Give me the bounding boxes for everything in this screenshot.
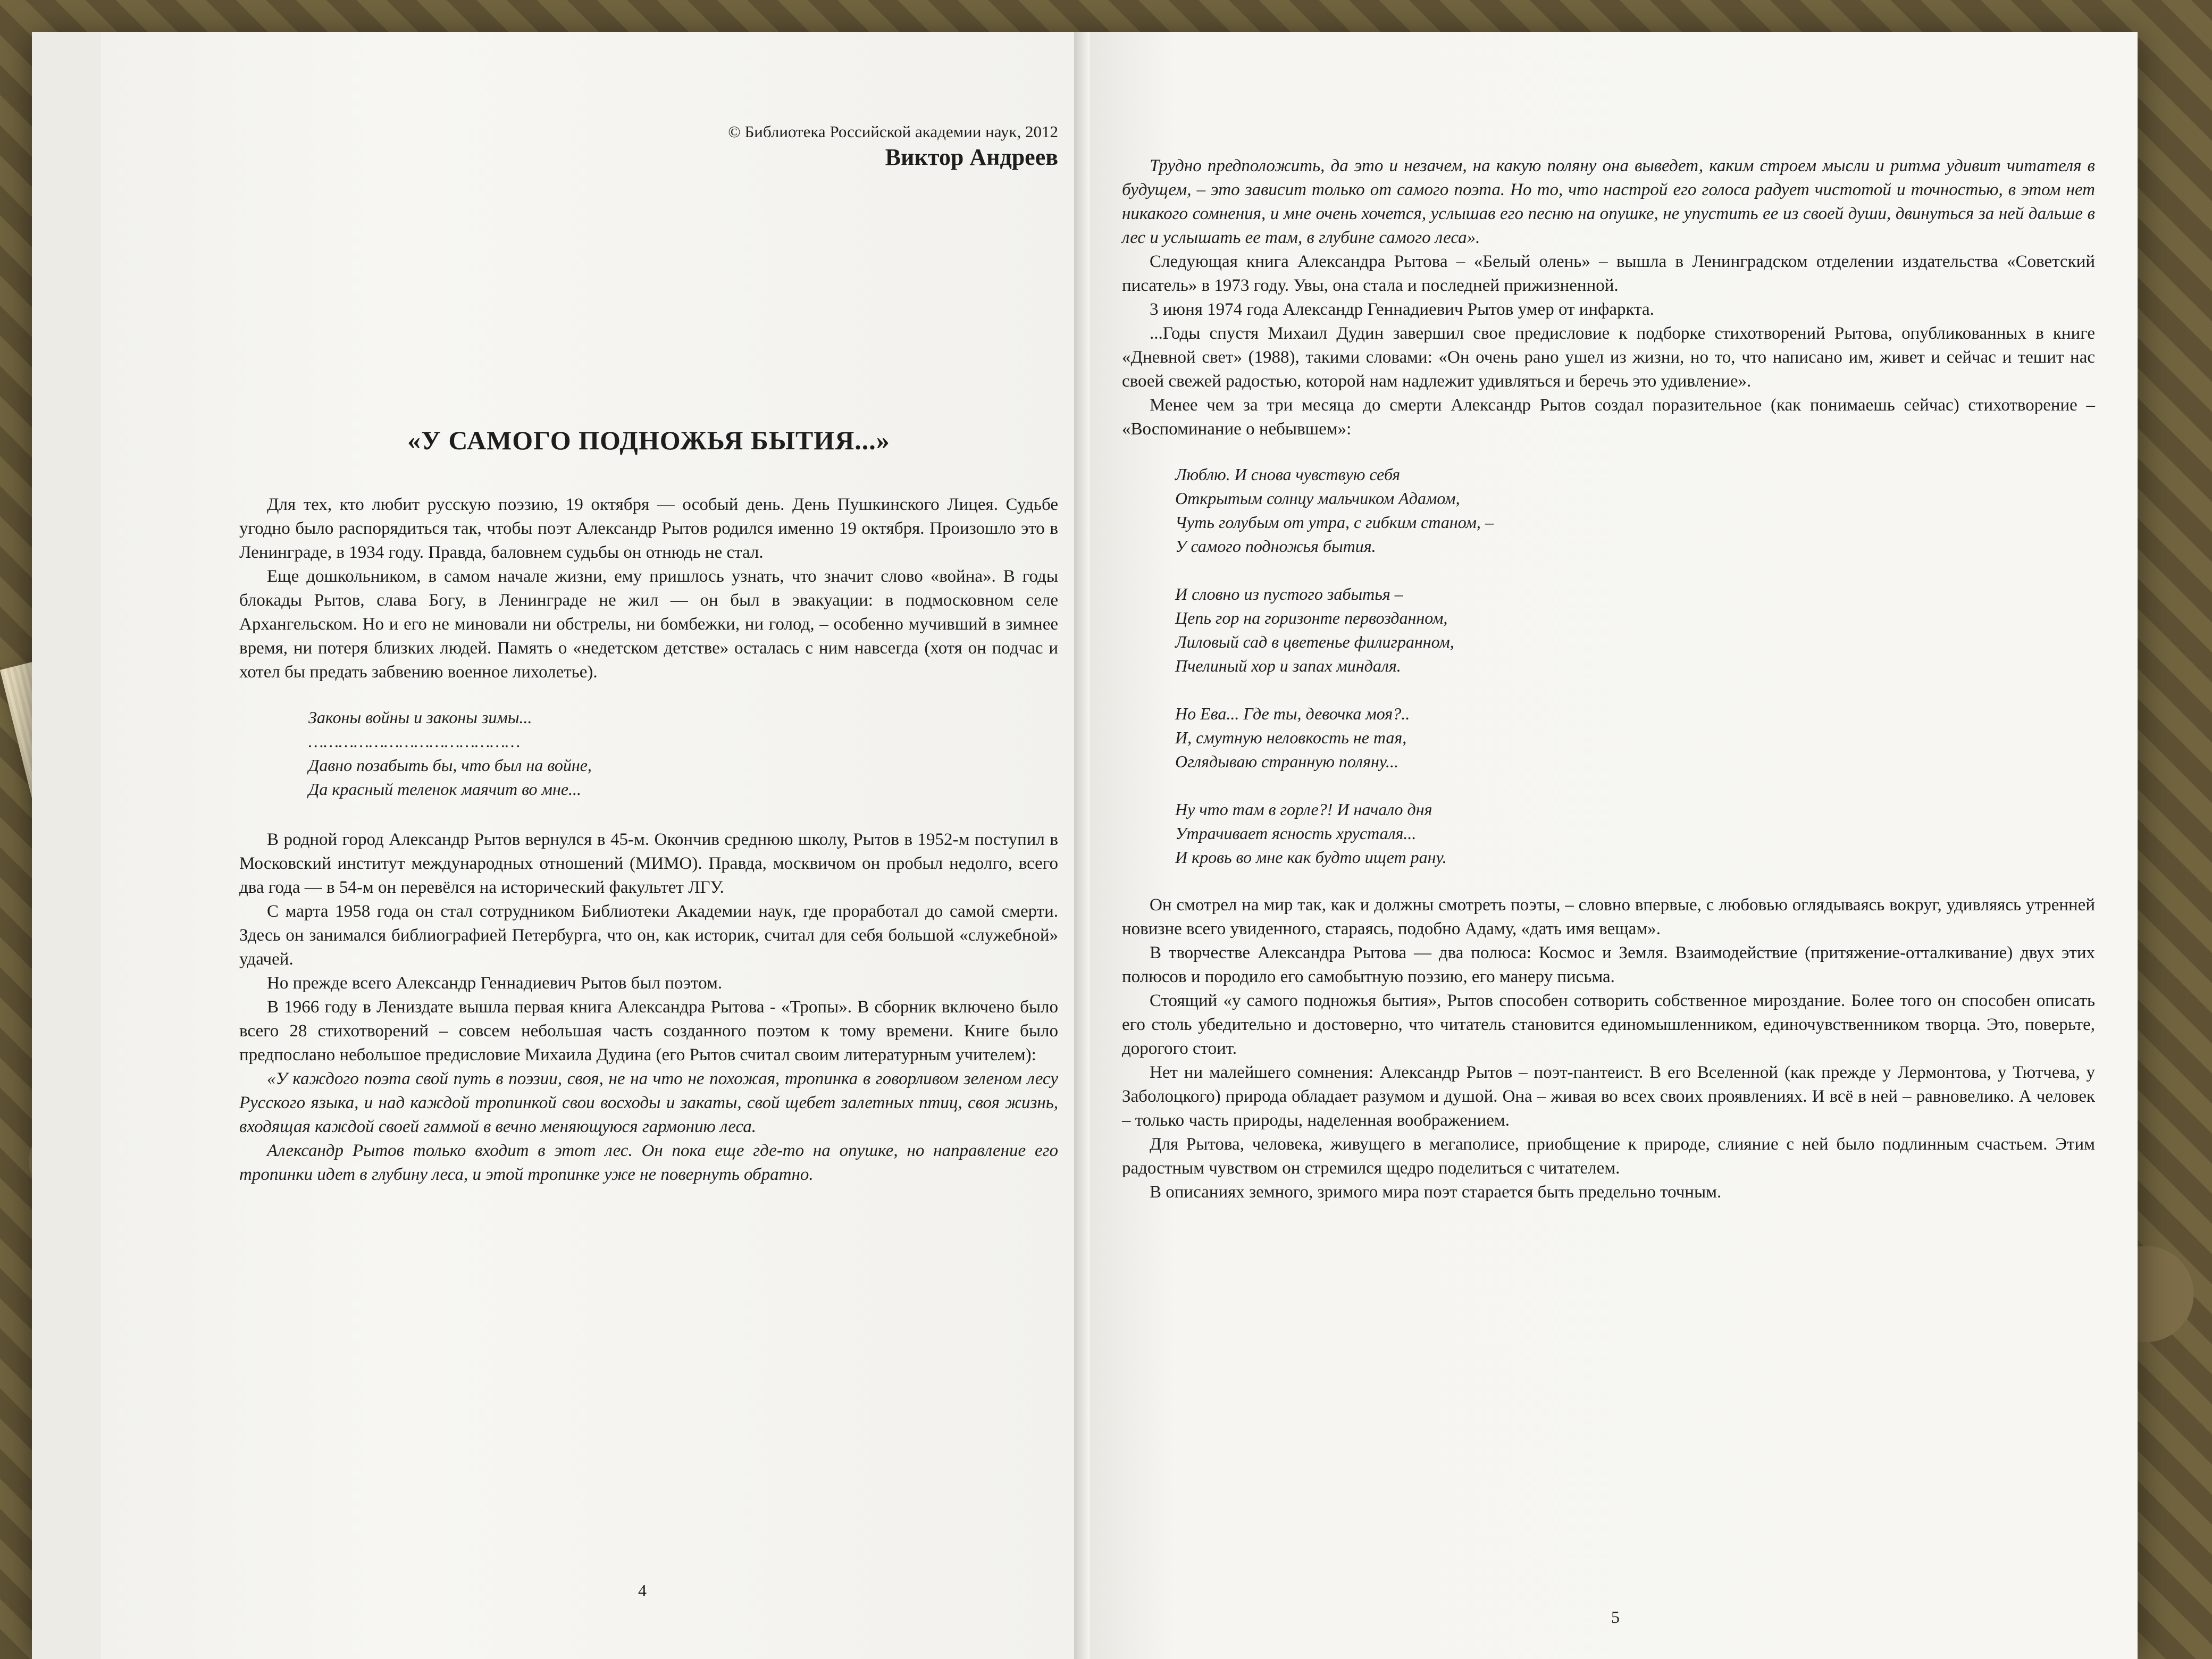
- page-header: [239, 122, 1058, 171]
- poem-line: И кровь во мне как будто ищет рану.: [1175, 848, 1447, 867]
- poem-stanza: [1175, 702, 2095, 774]
- paragraph: В описаниях земного, зримого мира поэт старается быть предельно точным.: [1150, 1183, 1722, 1202]
- paragraph: Еще дошкольником, в самом начале жизни, ему пришлось узнать, что значит слово «война». В годы блокады Рытов, слава Богу, в Ленинграде не жил — он был в эвакуации: в подмосковном селе Архангельском. Но и его не миновали ни обстрелы, ни бомбежки, ни голод, – особенно мучивший в зимнее время, ни потеря близких людей. Память о «недетском детстве» осталась с ним навсегда (хотя он подчас и хотел бы предать забвению военное лихолетье).: [239, 567, 1058, 682]
- paragraph: В 1966 году в Лениздате вышла первая книга Александра Рытова - «Тропы». В сборник включено было всего 28 стихотворений – совсем небольшая часть созданного поэтом к тому времени. Книге было предпослано небольшое предисловие Михаила Дудина (его Рытов считал своим литературным учителем):: [239, 998, 1058, 1065]
- poem-line: Лиловый сад в цветенье филигранном,: [1175, 632, 1454, 651]
- right-page: [1090, 32, 2138, 1659]
- author-name: Виктор Андреев: [885, 144, 1058, 170]
- paragraph: Для Рытова, человека, живущего в мегаполисе, приобщение к природе, слияние с ней было подлинным счастьем. Этим радостным чувством он стремился щедро поделиться с читателем.: [1122, 1135, 2095, 1178]
- paragraph: Но прежде всего Александр Геннадиевич Рытов был поэтом.: [267, 974, 723, 993]
- poem-line: Пчелиный хор и запах миндаля.: [1175, 656, 1401, 675]
- page-number: 4: [638, 1581, 647, 1600]
- poem-line: Давно позабыть бы, что был на войне,: [308, 756, 592, 775]
- paragraph: Он смотрел на мир так, как и должны смотреть поэты, – словно впервые, с любовью оглядываясь вокруг, удивляясь утренней новизне всего увиденного, стараясь, подобно Адаму, «дать имя вещам».: [1122, 895, 2095, 939]
- poem-stanza: [1175, 798, 2095, 869]
- open-book-spread: [32, 32, 2138, 1659]
- poem-excerpt: [308, 706, 1058, 801]
- poem-line: Открытым солнцу мальчиком Адамом,: [1175, 489, 1460, 508]
- poem-line: Утрачивает ясность хрусталя...: [1175, 824, 1417, 843]
- poem-line: Оглядываю странную поляну...: [1175, 752, 1399, 771]
- paragraph: В родной город Александр Рытов вернулся в 45-м. Окончив среднюю школу, Рытов в 1952-м поступил в Московский институт международных отношений (МИМО). Правда, москвичом он пробыл недолго, всего два года — в 54-м он перевёлся на исторический факультет ЛГУ.: [239, 830, 1058, 897]
- paragraph: Для тех, кто любит русскую поэзию, 19 октября — особый день. День Пушкинского Лицея. Судьбе угодно было распорядиться так, чтобы поэт Александр Рытов родился именно 19 октября. Произошло это в Ленинграде, в 1934 году. Правда, баловнем судьбы он отнюдь не стал.: [239, 495, 1058, 562]
- poem-line: У самого подножья бытия.: [1175, 537, 1376, 556]
- paragraph: В творчестве Александра Рытова — два полюса: Космос и Земля. Взаимодействие (притяжение-отталкивание) двух этих полюсов и породило его самобытную поэзию, его манеру письма.: [1122, 943, 2095, 986]
- paragraph: Менее чем за три месяца до смерти Александр Рытов создал поразительное (как понимаешь сейчас) стихотворение – «Воспоминание о небывшем»:: [1122, 396, 2095, 439]
- poem-line: Люблю. И снова чувствую себя: [1175, 465, 1401, 484]
- poem-line: Цепь гор на горизонте первозданном,: [1175, 608, 1448, 627]
- poem-line: И словно из пустого забытья –: [1175, 584, 1403, 604]
- paragraph: 3 июня 1974 года Александр Геннадиевич Рытов умер от инфаркта.: [1150, 300, 1654, 319]
- quote-paragraph: Александр Рытов только входит в этот лес. Он пока еще где-то на опушке, но направление его тропинки идет в глубину леса, и этой тропинке уже не повернуть обратно.: [239, 1141, 1058, 1184]
- paragraph: С марта 1958 года он стал сотрудником Библиотеки Академии наук, где проработал до самой смерти. Здесь он занимался библиографией Петербурга, что он, как историк, считал для себя большой «служебной» удачей.: [239, 902, 1058, 969]
- page-number: 5: [1611, 1607, 1620, 1627]
- copyright-line: © Библиотека Российской академии наук, 2012: [728, 122, 1058, 141]
- poem-line: Но Ева... Где ты, девочка моя?..: [1175, 704, 1410, 723]
- left-page: [101, 32, 1079, 1659]
- poem-line: ……………………………………: [308, 732, 521, 751]
- poem-line: И, смутную неловкость не тая,: [1175, 728, 1407, 747]
- poem: [1175, 463, 2095, 869]
- poem-line: Чуть голубым от утра, с гибким станом, –: [1175, 513, 1494, 532]
- quote-paragraph: Трудно предположить, да это и незачем, на какую поляну она выведет, каким строем мысли и ритма удивит читателя в будущем, – это зависит только от самого поэта. Но то, что настрой его голоса радует чистотой и точностью, в этом нет никакого сомнения, и мне очень хочется, услышав его песню на опушке, не упустить ее из своей души, двинуться за ней дальше в лес и услышать ее там, в глубине самого леса».: [1122, 156, 2095, 247]
- paragraph: Стоящий «у самого подножья бытия», Рытов способен сотворить собственное мироздание. Более того он способен описать его столь убедительно и достоверно, что читатель становится единомышленником, единочувственником творца. Это, поверьте, дорогого стоит.: [1122, 991, 2095, 1058]
- poem-line: Законы войны и законы зимы...: [308, 708, 532, 727]
- paragraph: Следующая книга Александра Рытова – «Белый олень» – вышла в Ленинградском отделении издательства «Советский писатель» в 1973 году. Увы, она стала и последней прижизненной.: [1122, 252, 2095, 295]
- paragraph: Нет ни малейшего сомнения: Александр Рытов – поэт-пантеист. В его Вселенной (как прежде у Лермонтова, у Тютчева, у Заболоцкого) природа обладает разумом и душой. Она – живая во всех своих проявлениях. И всё в ней – равновелико. А человек – только часть природы, наделенная воображением.: [1122, 1063, 2095, 1130]
- article-title: «У САМОГО ПОДНОЖЬЯ БЫТИЯ...»: [407, 425, 890, 455]
- bleed-through-text: [569, 293, 1058, 313]
- poem-line: Ну что там в горле?! И начало дня: [1175, 800, 1432, 819]
- poem-stanza: [1175, 463, 2095, 558]
- quote-paragraph: «У каждого поэта свой путь в поэзии, своя, не на что не похожая, тропинка в говорливом зеленом лесу Русского языка, и над каждой тропинкой свои восходы и закаты, свой щебет залетных птиц, своя жизнь, входящая каждой своей гаммой в вечно меняющуюся гармонию леса.: [239, 1069, 1058, 1136]
- poem-stanza: [1175, 582, 2095, 678]
- poem-line: Да красный теленок маячит во мне...: [308, 780, 582, 799]
- paragraph: ...Годы спустя Михаил Дудин завершил свое предисловие к подборке стихотворений Рытова, опубликованных в книге «Дневной свет» (1988), такими словами: «Он очень рано ушел из жизни, но то, что написано им, живет и сейчас и тешит нас своей свежей радостью, которой нам надлежит удивляться и беречь это удивление».: [1122, 324, 2095, 391]
